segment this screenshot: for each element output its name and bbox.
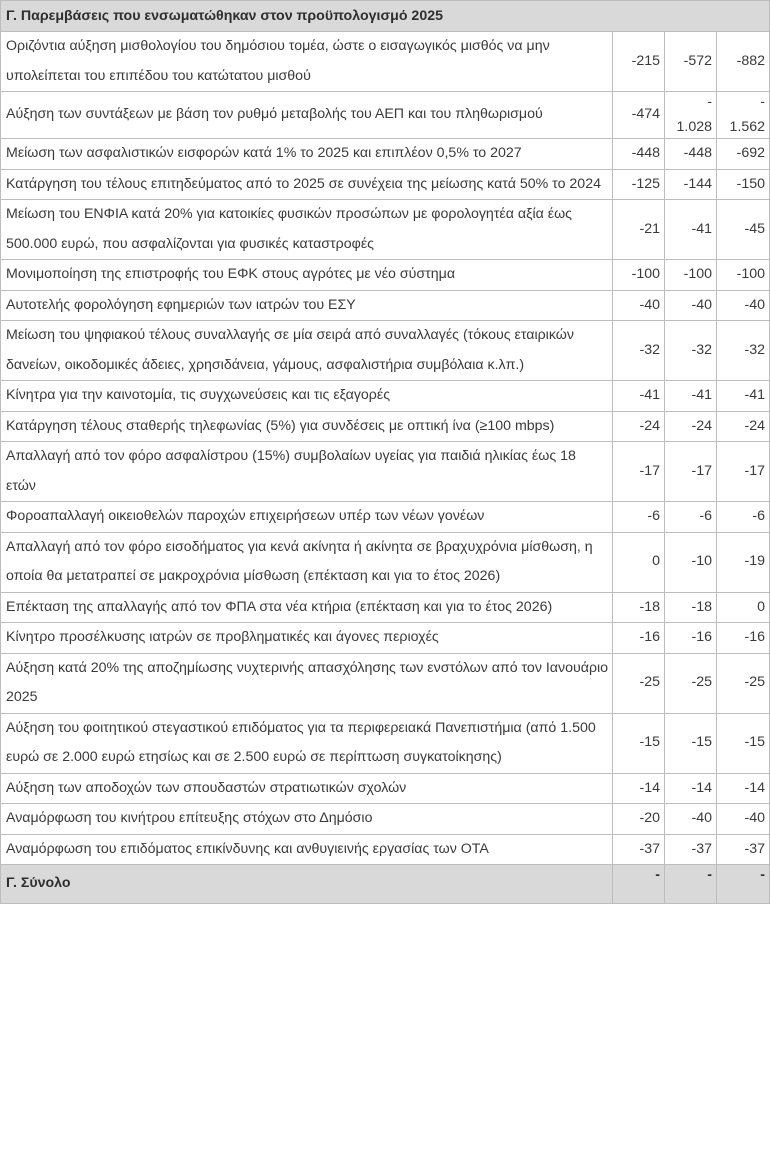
row-label: Κατάργηση τέλους σταθερής τηλεφωνίας (5%) για συνδέσεις με οπτική ίνα (≥100 mbps) — [1, 411, 613, 442]
value-cell: -15 — [613, 713, 665, 773]
value-cell: -25 — [613, 653, 665, 713]
value-cell: -20 — [613, 804, 665, 835]
table-row — [1, 653, 770, 713]
row-label: Κατάργηση του τέλους επιτηδεύματος από το 2025 σε συνέχεια της μείωσης κατά 50% το 2024 — [1, 169, 613, 200]
value-cell: -17 — [717, 442, 770, 502]
value-cell: -32 — [613, 321, 665, 381]
value-cell: -40 — [717, 290, 770, 321]
value-cell: -100 — [717, 260, 770, 291]
value-cell: -448 — [613, 139, 665, 170]
value-cell: -19 — [717, 532, 770, 592]
value-cell: -572 — [665, 32, 717, 92]
value-cell: -37 — [665, 834, 717, 865]
row-label: Κίνητρο προσέλκυσης ιατρών σε προβληματικές και άγονες περιοχές — [1, 623, 613, 654]
row-label: Απαλλαγή από τον φόρο ασφαλίστρου (15%) συμβολαίων υγείας για παιδιά ηλικίας έως 18 ετών — [1, 442, 613, 502]
value-cell: -448 — [665, 139, 717, 170]
table-row — [1, 834, 770, 865]
value-cell: -41 — [717, 381, 770, 412]
value-cell: -40 — [717, 804, 770, 835]
table-row — [1, 773, 770, 804]
value-cell: -474 — [613, 92, 665, 139]
value-cell: -692 — [717, 139, 770, 170]
value-cell: -40 — [665, 290, 717, 321]
row-label: Αναμόρφωση του κινήτρου επίτευξης στόχων στο Δημόσιο — [1, 804, 613, 835]
table-row — [1, 32, 770, 92]
total-row — [1, 865, 770, 904]
value-cell: -40 — [613, 290, 665, 321]
value-cell: -18 — [613, 592, 665, 623]
value-cell: -41 — [613, 381, 665, 412]
value-cell: -6 — [665, 502, 717, 533]
table-row — [1, 260, 770, 291]
value-cell: -25 — [717, 653, 770, 713]
value-cell: -17 — [665, 442, 717, 502]
table-row — [1, 381, 770, 412]
value-cell: -37 — [717, 834, 770, 865]
value-cell: -144 — [665, 169, 717, 200]
table-row — [1, 200, 770, 260]
value-cell: -16 — [665, 623, 717, 654]
value-cell: -41 — [665, 200, 717, 260]
value-cell: 0 — [717, 592, 770, 623]
row-label: Αναμόρφωση του επιδόματος επικίνδυνης και ανθυγιεινής εργασίας των ΟΤΑ — [1, 834, 613, 865]
value-cell: -17 — [613, 442, 665, 502]
total-value: - — [613, 865, 665, 904]
table-row — [1, 92, 770, 139]
table-row — [1, 139, 770, 170]
value-cell: -14 — [717, 773, 770, 804]
table-row — [1, 321, 770, 381]
value-sign: - — [760, 94, 765, 110]
value-cell: -24 — [613, 411, 665, 442]
value-cell: -100 — [665, 260, 717, 291]
value-cell: -10 — [665, 532, 717, 592]
row-label: Επέκταση της απαλλαγής από τον ΦΠΑ στα νέα κτήρια (επέκταση και για το έτος 2026) — [1, 592, 613, 623]
table-row — [1, 442, 770, 502]
value-cell: 0 — [613, 532, 665, 592]
row-label: Μείωση του ΕΝΦΙΑ κατά 20% για κατοικίες φυσικών προσώπων με φορολογητέα αξία έως 500.000 ευρώ, που ασφαλίζονται για φυσικές καταστροφές — [1, 200, 613, 260]
row-label: Οριζόντια αύξηση μισθολογίου του δημόσιου τομέα, ώστε ο εισαγωγικός μισθός να μην υπολείπεται του επιπέδου του κατώτατου μισθού — [1, 32, 613, 92]
total-label: Γ. Σύνολο — [1, 865, 613, 904]
value-cell: -21 — [613, 200, 665, 260]
value-cell: -6 — [717, 502, 770, 533]
value-cell: -125 — [613, 169, 665, 200]
row-label: Κίνητρα για την καινοτομία, τις συγχωνεύσεις και τις εξαγορές — [1, 381, 613, 412]
value-cell: -150 — [717, 169, 770, 200]
row-label: Απαλλαγή από τον φόρο εισοδήματος για κενά ακίνητα ή ακίνητα σε βραχυχρόνια μίσθωση, η οποία θα μετατραπεί σε μακροχρόνια μίσθωση (επέκταση και για το έτος 2026) — [1, 532, 613, 592]
row-label: Αύξηση κατά 20% της αποζημίωσης νυχτερινής απασχόλησης των ενστόλων από τον Ιανουάριο 2025 — [1, 653, 613, 713]
value-cell: -14 — [665, 773, 717, 804]
value-amount: 1.562 — [729, 119, 765, 135]
table-row — [1, 290, 770, 321]
value-cell: -15 — [665, 713, 717, 773]
value-cell: -16 — [717, 623, 770, 654]
value-cell: -32 — [717, 321, 770, 381]
section-title: Γ. Παρεμβάσεις που ενσωματώθηκαν στον προϋπολογισμό 2025 — [1, 1, 770, 32]
value-cell: -215 — [613, 32, 665, 92]
value-cell — [665, 92, 717, 139]
value-cell: -32 — [665, 321, 717, 381]
table-row — [1, 623, 770, 654]
value-cell: -40 — [665, 804, 717, 835]
value-amount: 1.028 — [676, 119, 712, 135]
value-cell: -18 — [665, 592, 717, 623]
value-cell: -24 — [665, 411, 717, 442]
value-cell: -100 — [613, 260, 665, 291]
value-cell: -37 — [613, 834, 665, 865]
table-row — [1, 411, 770, 442]
value-cell: -25 — [665, 653, 717, 713]
value-cell: -15 — [717, 713, 770, 773]
total-value: - — [665, 865, 717, 904]
row-label: Μονιμοποίηση της επιστροφής του ΕΦΚ στους αγρότες με νέο σύστημα — [1, 260, 613, 291]
row-label: Αύξηση των αποδοχών των σπουδαστών στρατιωτικών σχολών — [1, 773, 613, 804]
table-row — [1, 592, 770, 623]
table-row — [1, 169, 770, 200]
value-cell: -16 — [613, 623, 665, 654]
row-label: Μείωση του ψηφιακού τέλους συναλλαγής σε μία σειρά από συναλλαγές (τόκους εταιρικών δανείων, οικοδομικές άδειες, χρησιδάνεια, γάμους, ασφαλιστήρια συμβόλαια κ.λπ.) — [1, 321, 613, 381]
table-row — [1, 502, 770, 533]
value-cell: -45 — [717, 200, 770, 260]
value-cell: -6 — [613, 502, 665, 533]
section-header-row — [1, 1, 770, 32]
table-row — [1, 713, 770, 773]
row-label: Φοροαπαλλαγή οικειοθελών παροχών επιχειρήσεων υπέρ των νέων γονέων — [1, 502, 613, 533]
value-sign: - — [707, 94, 712, 110]
table-row — [1, 532, 770, 592]
row-label: Αύξηση του φοιτητικού στεγαστικού επιδόματος για τα περιφερειακά Πανεπιστήμια (από 1.500 ευρώ σε 2.000 ευρώ ετησίως και σε 2.500 ευρώ σε περίπτωση συγκατοίκησης) — [1, 713, 613, 773]
value-cell: -24 — [717, 411, 770, 442]
table-row — [1, 804, 770, 835]
row-label: Αυτοτελής φορολόγηση εφημεριών των ιατρών του ΕΣΥ — [1, 290, 613, 321]
value-cell: -14 — [613, 773, 665, 804]
row-label: Αύξηση των συντάξεων με βάση τον ρυθμό μεταβολής του ΑΕΠ και του πληθωρισμού — [1, 92, 613, 139]
total-value: - — [717, 865, 770, 904]
value-cell: -41 — [665, 381, 717, 412]
value-cell — [717, 92, 770, 139]
row-label: Μείωση των ασφαλιστικών εισφορών κατά 1% το 2025 και επιπλέον 0,5% το 2027 — [1, 139, 613, 170]
value-cell: -882 — [717, 32, 770, 92]
